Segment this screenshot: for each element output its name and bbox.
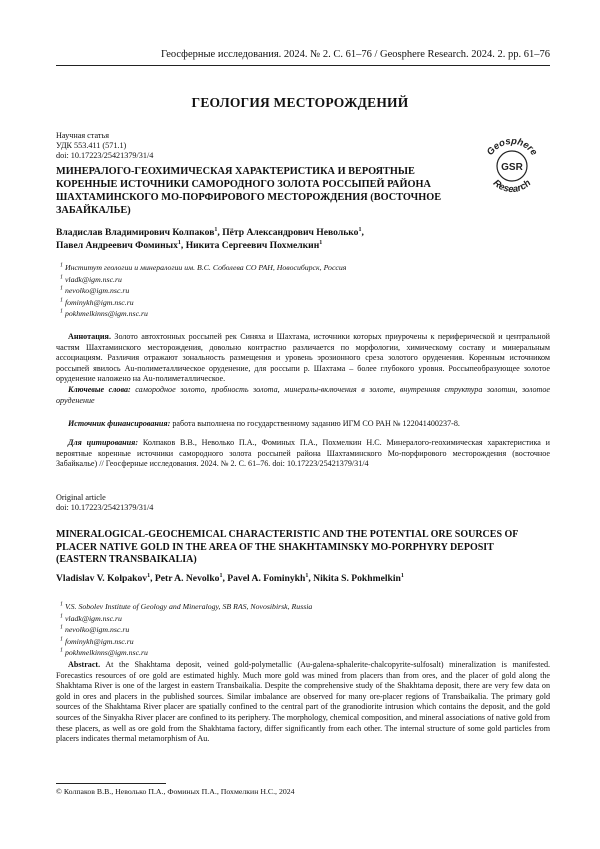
article-type-en: Original article <box>56 493 106 502</box>
email-item: $^1$ fominykh@igm.nsc.ru <box>60 296 134 307</box>
gsr-logo <box>478 132 546 200</box>
logo-center-text: GSR <box>501 162 523 173</box>
footer-rule <box>56 783 166 784</box>
email-item: $^1$ fominykh@igm.nsc.ru <box>60 635 134 646</box>
article-meta-ru <box>56 131 153 161</box>
abstract-ru <box>56 332 550 406</box>
doi-en: doi: 10.17223/25421379/31/4 <box>56 503 154 512</box>
article-title-en: MINERALOGICAL-GEOCHEMICAL CHARACTERISTIC AND THE POTENTIAL ORE SOURCES OF PLACER NATIVE GOLD IN THE AREA OF THE SHAKHTAMINSKY MO-PORPHYRY DEPOSIT (EASTERN TRANSBAIKALIA) <box>56 529 519 566</box>
affiliation-item: $^1$ V.S. Sobolev Institute of Geology and Mineralogy, SB RAS, Novosibirsk, Russia <box>60 601 313 611</box>
keywords-text-ru: самородное золото, пробность золота, минералы-включения в золоте, внутренняя структура золотин, золотое оруденение <box>56 384 551 405</box>
affiliations-ru <box>60 262 346 320</box>
abstract-label-ru: Аннотация. <box>68 332 111 341</box>
author-name: Vladislav V. Kolpakov <box>56 573 148 584</box>
copyright-notice: © Колпаков В.В., Неволько П.А., Фоминых П.А., Похмелкин Н.С., 2024 <box>56 787 295 796</box>
email-item: $^1$ nevolko@igm.nsc.ru <box>60 285 130 295</box>
author-name: Petr A. Nevolko <box>154 573 220 584</box>
running-head: Геосферные исследования. 2024. № 2. С. 61–76 / Geosphere Research. 2024. 2. pp. 61–76 <box>160 49 550 60</box>
author-name: Nikita S. Pokhmelkin <box>313 573 401 584</box>
logo-top-text: Geosphere <box>484 135 540 158</box>
email-item: $^1$ nevolko@igm.nsc.ru <box>60 624 130 634</box>
abstract-text-ru: Золото автохтонных россыпей рек Синяха и Шахтама, источники которых приурочены к периферической и центральной частям Шахтаминского месторождения, довольно контрастно различается по морфологии, химическому составу и минеральным ассоциациям. Различия отражают зональность размещения и уровень эрозионного среза золотого оруденения. Коренным источником россыпей явилось Au-полиметаллическое оруденение, для россыпи р. Шахтама – более глубокого уровня. Россыпеобразующее золотое оруденение наложено на Au-полиметаллическое. <box>56 332 550 384</box>
authors-en: Vladislav V. Kolpakov$^1$, Petr A. Nevolko$^1$, Pavel A. Fominykh$^1$, Nikita S. Pokhmelkin$^1$ <box>56 572 404 584</box>
author-name: Pavel A. Fominykh <box>227 573 306 584</box>
author-name: Никита Сергеевич Похмелкин <box>185 240 320 251</box>
udc-code: УДК 553.411 (571.1) <box>56 141 127 150</box>
author-name: Павел Андреевич Фоминых <box>56 240 178 251</box>
email-item: $^1$ vladk@igm.nsc.ru <box>60 612 122 623</box>
abstract-text-en: At the Shakhtama deposit, veined gold-polymetallic (Au-galena-sphalerite-chalcopyrite-sulfosalt) mineralization is manifested. Forecastics resources of ore gold are estimated highly. Much more gold was mined from placers than from ores, and the placer of gold along the Shakhtama River is one of the largest in eastern Transbaikalia. Despite the comprehensive study of the Shakhtama deposit, there are very few data on gold in ores and placers in the published sources. Similar imbalance are observed for many ore-placer regions of Transbaikalia. The primary gold sources of the Shakhtama River placer are spatially confined to the central part of the granodiorite intrusion which contains the deposit, and the gold sources of the Sinyakha River placer are confined to its periphery. The morphology, chemical composition, and mineral associations of native gold from these placers, as well as ore gold from the Shakhtama factory, differ significantly from each other. The internal structure of some gold particles from placers indicates thermal metamorphism of Au. <box>56 660 551 744</box>
affiliation-item: $^1$ Институт геологии и минералогии им. В.С. Соболева СО РАН, Новосибирск, Россия <box>60 262 347 272</box>
email-item: $^1$ vladk@igm.nsc.ru <box>60 273 122 284</box>
author-name: Пётр Александрович Неволько <box>222 227 359 238</box>
logo-bottom-text: Research <box>490 177 534 196</box>
svg-text:Geosphere <box>485 136 540 158</box>
citation-ru: Для цитирования: Колпаков В.В., Неволько П.А., Фоминых П.А., Похмелкин Н.С. Минералого-геохимическая характеристика и вероятные коренные источники самородного золота россыпей района Шахтаминского Мо-порфирового месторождения (восточное Забайкалье) // Геосферные исследования. 2024. № 2. С. 61–76. doi: 10.17223/25421379/31/4 <box>56 438 550 469</box>
abstract-label-en: Abstract. <box>68 660 101 669</box>
author-name: Владислав Владимирович Колпаков <box>56 227 215 238</box>
section-title: ГЕОЛОГИЯ МЕСТОРОЖДЕНИЙ <box>191 95 409 110</box>
article-title-ru: МИНЕРАЛОГО-ГЕОХИМИЧЕСКАЯ ХАРАКТЕРИСТИКА И ВЕРОЯТНЫЕ КОРЕННЫЕ ИСТОЧНИКИ САМОРОДНОГО ЗОЛОТА РОССЫПЕЙ РАЙОНА ШАХТАМИНСКОГО МО-ПОРФИРОВОГО МЕСТОРОЖДЕНИЯ (ВОСТОЧНОЕ ЗАБАЙКАЛЬЕ) <box>56 166 442 216</box>
keywords-label-ru: Ключевые слова: <box>68 384 131 394</box>
header-rule <box>56 65 550 66</box>
funding-ru: Источник финансирования: работа выполнена по государственному заданию ИГМ СО РАН № 122041400237-8. <box>68 419 460 428</box>
doi-ru: doi: 10.17223/25421379/31/4 <box>56 151 154 160</box>
email-item: $^1$ pokhmelkinns@igm.nsc.ru <box>60 647 148 657</box>
affiliations-en <box>60 601 312 659</box>
svg-text:Research <box>491 178 534 196</box>
article-type-ru: Научная статья <box>56 131 109 140</box>
email-item: $^1$ pokhmelkinns@igm.nsc.ru <box>60 308 148 318</box>
authors-ru: Владислав Владимирович Колпаков$^1$, Пётр Александрович Неволько$^1$, Павел Андреевич Фоминых$^1$, Никита Сергеевич Похмелкин$^1$ <box>56 226 364 251</box>
article-meta-en <box>56 493 153 513</box>
abstract-en <box>56 660 550 745</box>
